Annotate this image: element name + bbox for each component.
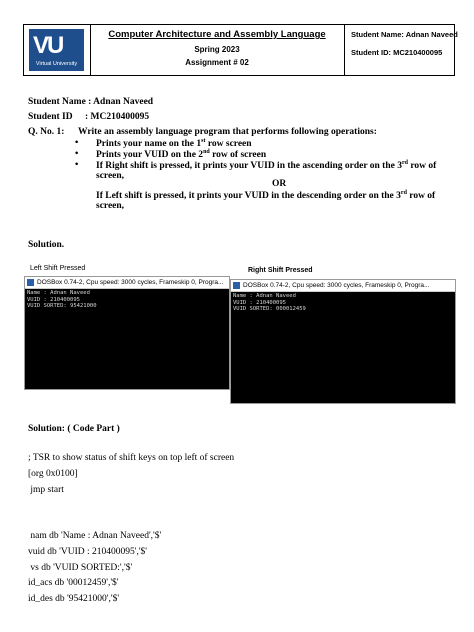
code-line: nam db 'Name : Adnan Naveed','$' bbox=[28, 531, 162, 541]
code-line: vs db 'VUID SORTED:','$' bbox=[28, 563, 133, 573]
left-shift-line: If Left shift is pressed, it prints your VUID in the descending order on the 3rd row of bbox=[96, 190, 436, 202]
logo-subtitle: Virtual University bbox=[35, 61, 78, 67]
course-title: Computer Architecture and Assembly Language bbox=[108, 29, 326, 40]
bullet-vuid: Prints your VUID on the 2nd row of screen bbox=[96, 149, 267, 161]
dosbox-title: DOSBox 0.74-2, Cpu speed: 3000 cycles, Frameskip 0, Progra... bbox=[37, 279, 224, 286]
student-cell bbox=[345, 25, 458, 75]
bullet-name: Prints your name on the 1st row screen bbox=[96, 138, 252, 150]
dosbox-window-right bbox=[230, 279, 456, 404]
right-shift-caption: Right Shift Pressed bbox=[248, 267, 313, 274]
logo-text: VU bbox=[33, 32, 63, 59]
vu-logo bbox=[29, 29, 84, 71]
dosbox-icon bbox=[27, 279, 34, 286]
code-line: vuid db 'VUID : 210400095','$' bbox=[28, 547, 147, 557]
code-line: id_des db '95421000','$' bbox=[28, 594, 120, 604]
bullet-dot: • bbox=[75, 160, 79, 170]
student-id-label: Student ID bbox=[28, 112, 73, 122]
logo-cell bbox=[24, 25, 91, 75]
dos-line: VUID : 210400095 bbox=[27, 296, 80, 303]
code-line: [org 0x0100] bbox=[28, 469, 78, 479]
bullet-right-shift: If Right shift is pressed, it prints your VUID in the ascending order on the 3rd row of bbox=[96, 160, 437, 172]
header-table bbox=[23, 24, 458, 76]
dosbox-window-left bbox=[24, 276, 230, 390]
left-shift-caption: Left Shift Pressed bbox=[30, 265, 86, 272]
header-student-name: Student Name: Adnan Naveed bbox=[351, 30, 458, 39]
course-cell bbox=[90, 25, 345, 75]
student-name-line: Student Name : Adnan Naveed bbox=[28, 97, 154, 107]
bullet-right-cont: screen, bbox=[96, 171, 125, 181]
dosbox-output bbox=[27, 290, 97, 310]
header-student-id: Student ID: MC210400095 bbox=[351, 48, 443, 57]
dos-line: Name : Adnan Naveed bbox=[233, 293, 296, 299]
bullet-dot: • bbox=[75, 138, 79, 148]
dosbox-titlebar bbox=[25, 277, 229, 289]
dos-line: VUID SORTED: 000012459 bbox=[233, 306, 306, 312]
bullet-dot: • bbox=[75, 149, 79, 159]
dosbox-title: DOSBox 0.74-2, Cpu speed: 3000 cycles, Frameskip 0, Progra... bbox=[243, 282, 430, 289]
dosbox-output bbox=[233, 293, 306, 313]
code-line: ; TSR to show status of shift keys on top left of screen bbox=[28, 453, 235, 463]
term: Spring 2023 bbox=[194, 45, 240, 54]
code-part-label: Solution: ( Code Part ) bbox=[28, 424, 120, 434]
dos-line: Name : Adnan Naveed bbox=[27, 290, 90, 296]
dosbox-icon bbox=[233, 282, 240, 289]
code-line: jmp start bbox=[28, 485, 64, 495]
left-shift-cont: screen, bbox=[96, 201, 125, 211]
question-prompt: Write an assembly language program that performs following operations: bbox=[78, 127, 377, 137]
assignment-number: Assignment # 02 bbox=[185, 58, 249, 67]
dos-line: VUID : 210400095 bbox=[233, 299, 286, 306]
dos-line: VUID SORTED: 95421000 bbox=[27, 303, 97, 309]
or-text: OR bbox=[272, 179, 287, 189]
solution-label: Solution. bbox=[28, 240, 65, 250]
code-line: id_acs db '00012459','$' bbox=[28, 578, 119, 588]
student-id-value: : MC210400095 bbox=[85, 112, 150, 122]
dosbox-titlebar bbox=[231, 280, 455, 292]
question-label: Q. No. 1: bbox=[28, 127, 65, 137]
